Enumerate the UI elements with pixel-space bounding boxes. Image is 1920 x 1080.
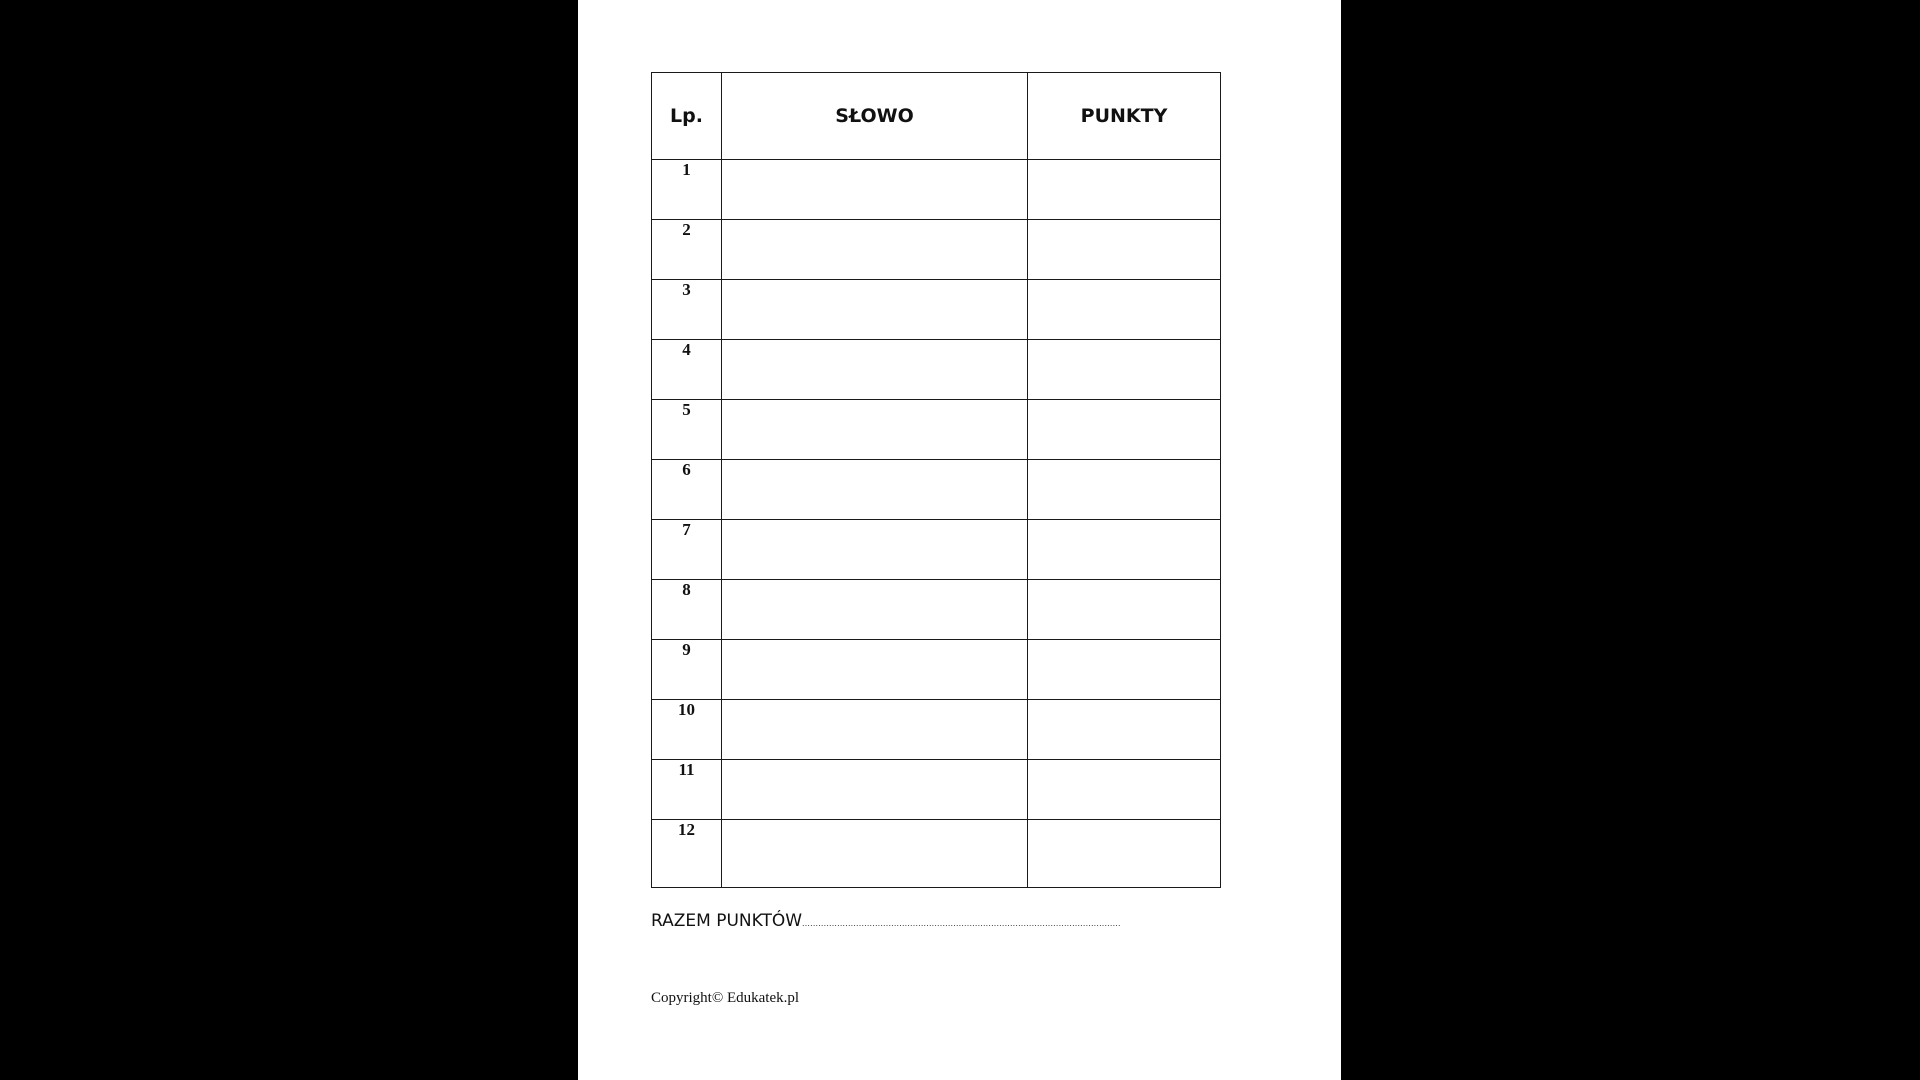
table-row [652,220,1221,280]
table-row [652,700,1221,760]
table-row [652,460,1221,520]
row-number: 8 [652,580,722,640]
table-row [652,160,1221,220]
total-points-line [651,911,1121,931]
word-cell [722,700,1028,760]
word-cell [722,760,1028,820]
points-cell [1028,340,1221,400]
row-number: 3 [652,280,722,340]
total-points-fill-line: ...................................................................................................................... [802,918,1121,928]
word-cell [722,220,1028,280]
table-row [652,760,1221,820]
row-number: 12 [652,820,722,888]
points-cell [1028,520,1221,580]
points-cell [1028,160,1221,220]
row-number: 4 [652,340,722,400]
table-row [652,580,1221,640]
points-cell [1028,280,1221,340]
table-row [652,640,1221,700]
header-points: PUNKTY [1028,73,1221,160]
row-number: 1 [652,160,722,220]
row-number: 10 [652,700,722,760]
points-cell [1028,460,1221,520]
table-row [652,400,1221,460]
header-word: SŁOWO [722,73,1028,160]
row-number: 7 [652,520,722,580]
copyright-notice: Copyright© Edukatek.pl [651,990,800,1006]
points-cell [1028,580,1221,640]
document-page [578,0,1341,1080]
table-row [652,820,1221,888]
row-number: 6 [652,460,722,520]
points-cell [1028,640,1221,700]
points-cell [1028,820,1221,888]
word-cell [722,820,1028,888]
word-cell [722,460,1028,520]
points-cell [1028,400,1221,460]
score-table [651,72,1221,888]
word-cell [722,280,1028,340]
table-header-row [652,73,1221,160]
table-row [652,280,1221,340]
word-cell [722,160,1028,220]
word-cell [722,580,1028,640]
header-lp: Lp. [652,73,722,160]
word-cell [722,340,1028,400]
row-number: 2 [652,220,722,280]
table-row [652,340,1221,400]
row-number: 5 [652,400,722,460]
points-cell [1028,700,1221,760]
word-cell [722,520,1028,580]
points-cell [1028,220,1221,280]
table-row [652,520,1221,580]
points-cell [1028,760,1221,820]
row-number: 11 [652,760,722,820]
total-points-label: RAZEM PUNKTÓW [651,911,803,931]
word-cell [722,640,1028,700]
word-cell [722,400,1028,460]
row-number: 9 [652,640,722,700]
